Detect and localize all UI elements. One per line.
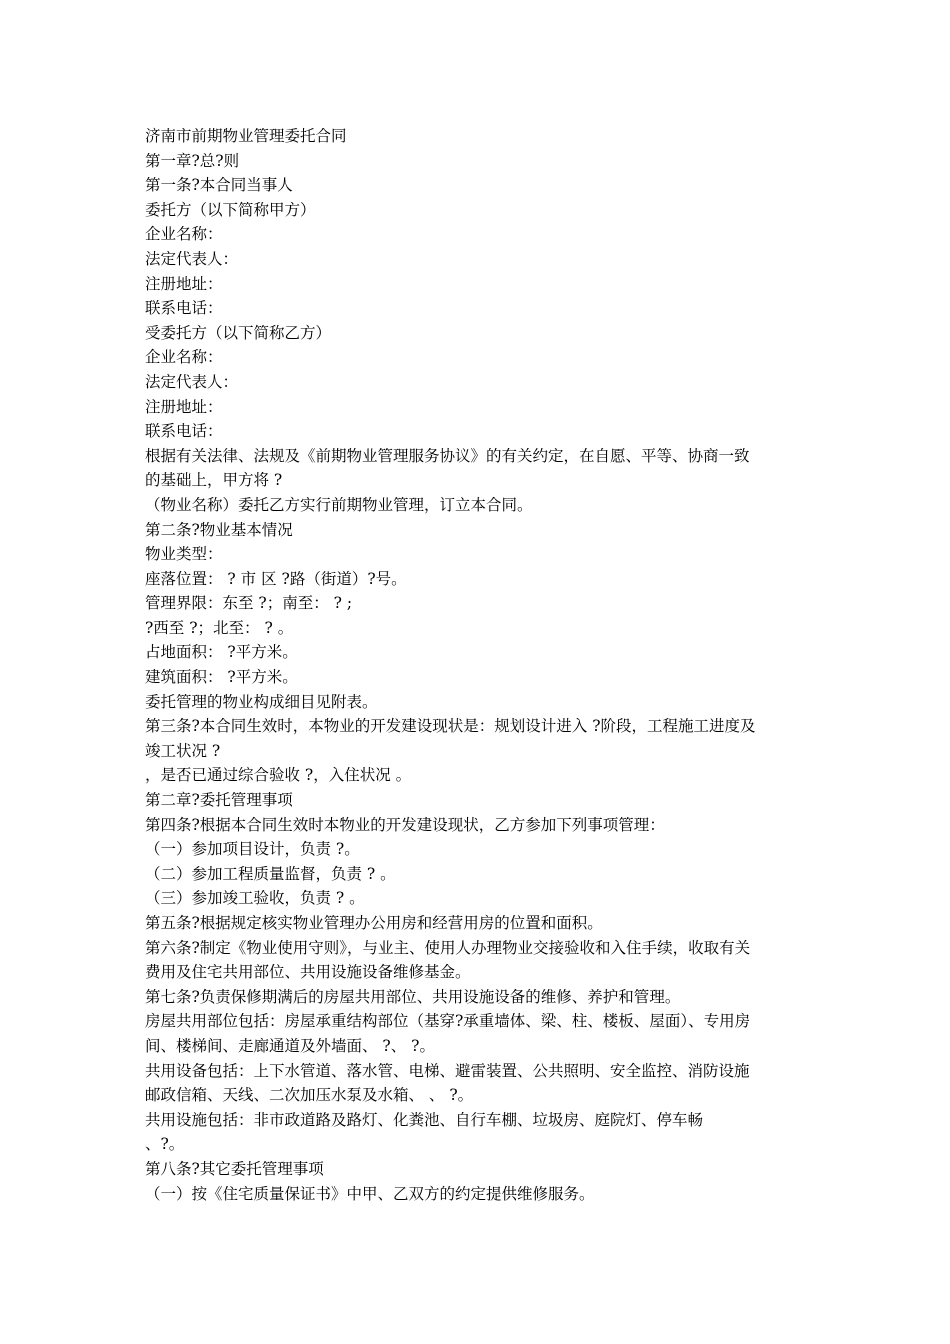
text-line: 费用及住宅共用部位、共用设施设备维修基金。 bbox=[145, 963, 471, 982]
text-line: 共用设施包括：非市政道路及路灯、化粪池、自行车棚、垃圾房、庭院灯、停车畅 bbox=[145, 1110, 704, 1129]
list-item: （一）按《住宅质量保证书》中甲、乙双方的约定提供维修服务。 bbox=[145, 1184, 595, 1203]
text-line: 竣工状况 ? bbox=[145, 741, 221, 760]
field-label: 法定代表人： bbox=[145, 372, 239, 391]
list-item: （一）参加项目设计，负责 ?。 bbox=[145, 840, 360, 859]
text-line: 座落位置： ? 市 区 ?路（街道）?号。 bbox=[145, 569, 407, 588]
article-heading: 第一条?本合同当事人 bbox=[145, 176, 293, 195]
text-line: 邮政信箱、天线、二次加压水泵及水箱、 、 ?。 bbox=[145, 1086, 474, 1105]
article-heading: 第二条?物业基本情况 bbox=[145, 520, 293, 539]
field-label: 企业名称： bbox=[145, 225, 223, 244]
text-line: ，是否已通过综合验收 ?，入住状况 。 bbox=[145, 766, 412, 785]
field-label: 联系电话： bbox=[145, 299, 223, 318]
field-label: 联系电话： bbox=[145, 422, 223, 441]
text-line: 管理界限：东至 ?；南至： ? ; bbox=[145, 594, 353, 613]
field-label: 法定代表人： bbox=[145, 249, 239, 268]
field-label: 物业类型： bbox=[145, 545, 223, 564]
chapter-heading: 第一章?总?则 bbox=[145, 151, 240, 170]
article-heading: 第八条?其它委托管理事项 bbox=[145, 1159, 324, 1178]
article-heading: 第六条?制定《物业使用守则》，与业主、使用人办理物业交接验收和入住手续，收取有关 bbox=[145, 938, 751, 957]
list-item: （二）参加工程质量监督，负责 ? 。 bbox=[145, 864, 396, 883]
article-heading: 第四条?根据本合同生效时本物业的开发建设现状，乙方参加下列事项管理： bbox=[145, 815, 665, 834]
text-line: 的基础上，甲方将 ? bbox=[145, 471, 283, 490]
text-line: 根据有关法律、法规及《前期物业管理服务协议》的有关约定，在自愿、平等、协商一致 bbox=[145, 446, 750, 465]
article-heading: 第七条?负责保修期满后的房屋共用部位、共用设施设备的维修、养护和管理。 bbox=[145, 987, 681, 1006]
chapter-heading: 第二章?委托管理事项 bbox=[145, 791, 293, 810]
text-line: 、?。 bbox=[145, 1135, 185, 1154]
text-line: 共用设备包括：上下水管道、落水管、电梯、避雷装置、公共照明、安全监控、消防设施 bbox=[145, 1061, 750, 1080]
text-line: 委托管理的物业构成细目见附表。 bbox=[145, 692, 378, 711]
text-line: 建筑面积： ?平方米。 bbox=[145, 668, 298, 687]
list-item: （三）参加竣工验收，负责 ? 。 bbox=[145, 889, 365, 908]
text-line: 委托方（以下简称甲方） bbox=[145, 200, 316, 219]
text-line: 受委托方（以下简称乙方） bbox=[145, 323, 332, 342]
field-label: 注册地址： bbox=[145, 274, 223, 293]
text-line: ?西至 ?；北至： ? 。 bbox=[145, 618, 294, 637]
text-line: 间、楼梯间、走廊通道及外墙面、 ?、 ?。 bbox=[145, 1036, 435, 1055]
document-body bbox=[145, 124, 810, 1206]
field-label: 注册地址： bbox=[145, 397, 223, 416]
article-heading: 第三条?本合同生效时，本物业的开发建设现状是：规划设计进入 ?阶段，工程施工进度及 bbox=[145, 717, 756, 736]
document-title: 济南市前期物业管理委托合同 bbox=[145, 127, 347, 145]
text-line: 房屋共用部位包括：房屋承重结构部位（基穿?承重墙体、梁、柱、楼板、屋面）、专用房 bbox=[145, 1012, 751, 1031]
article-heading: 第五条?根据规定核实物业管理办公用房和经营用房的位置和面积。 bbox=[145, 914, 603, 932]
field-label: 企业名称： bbox=[145, 348, 223, 367]
text-line: 占地面积： ?平方米。 bbox=[145, 643, 298, 662]
text-line: （物业名称）委托乙方实行前期物业管理，订立本合同。 bbox=[145, 495, 533, 514]
